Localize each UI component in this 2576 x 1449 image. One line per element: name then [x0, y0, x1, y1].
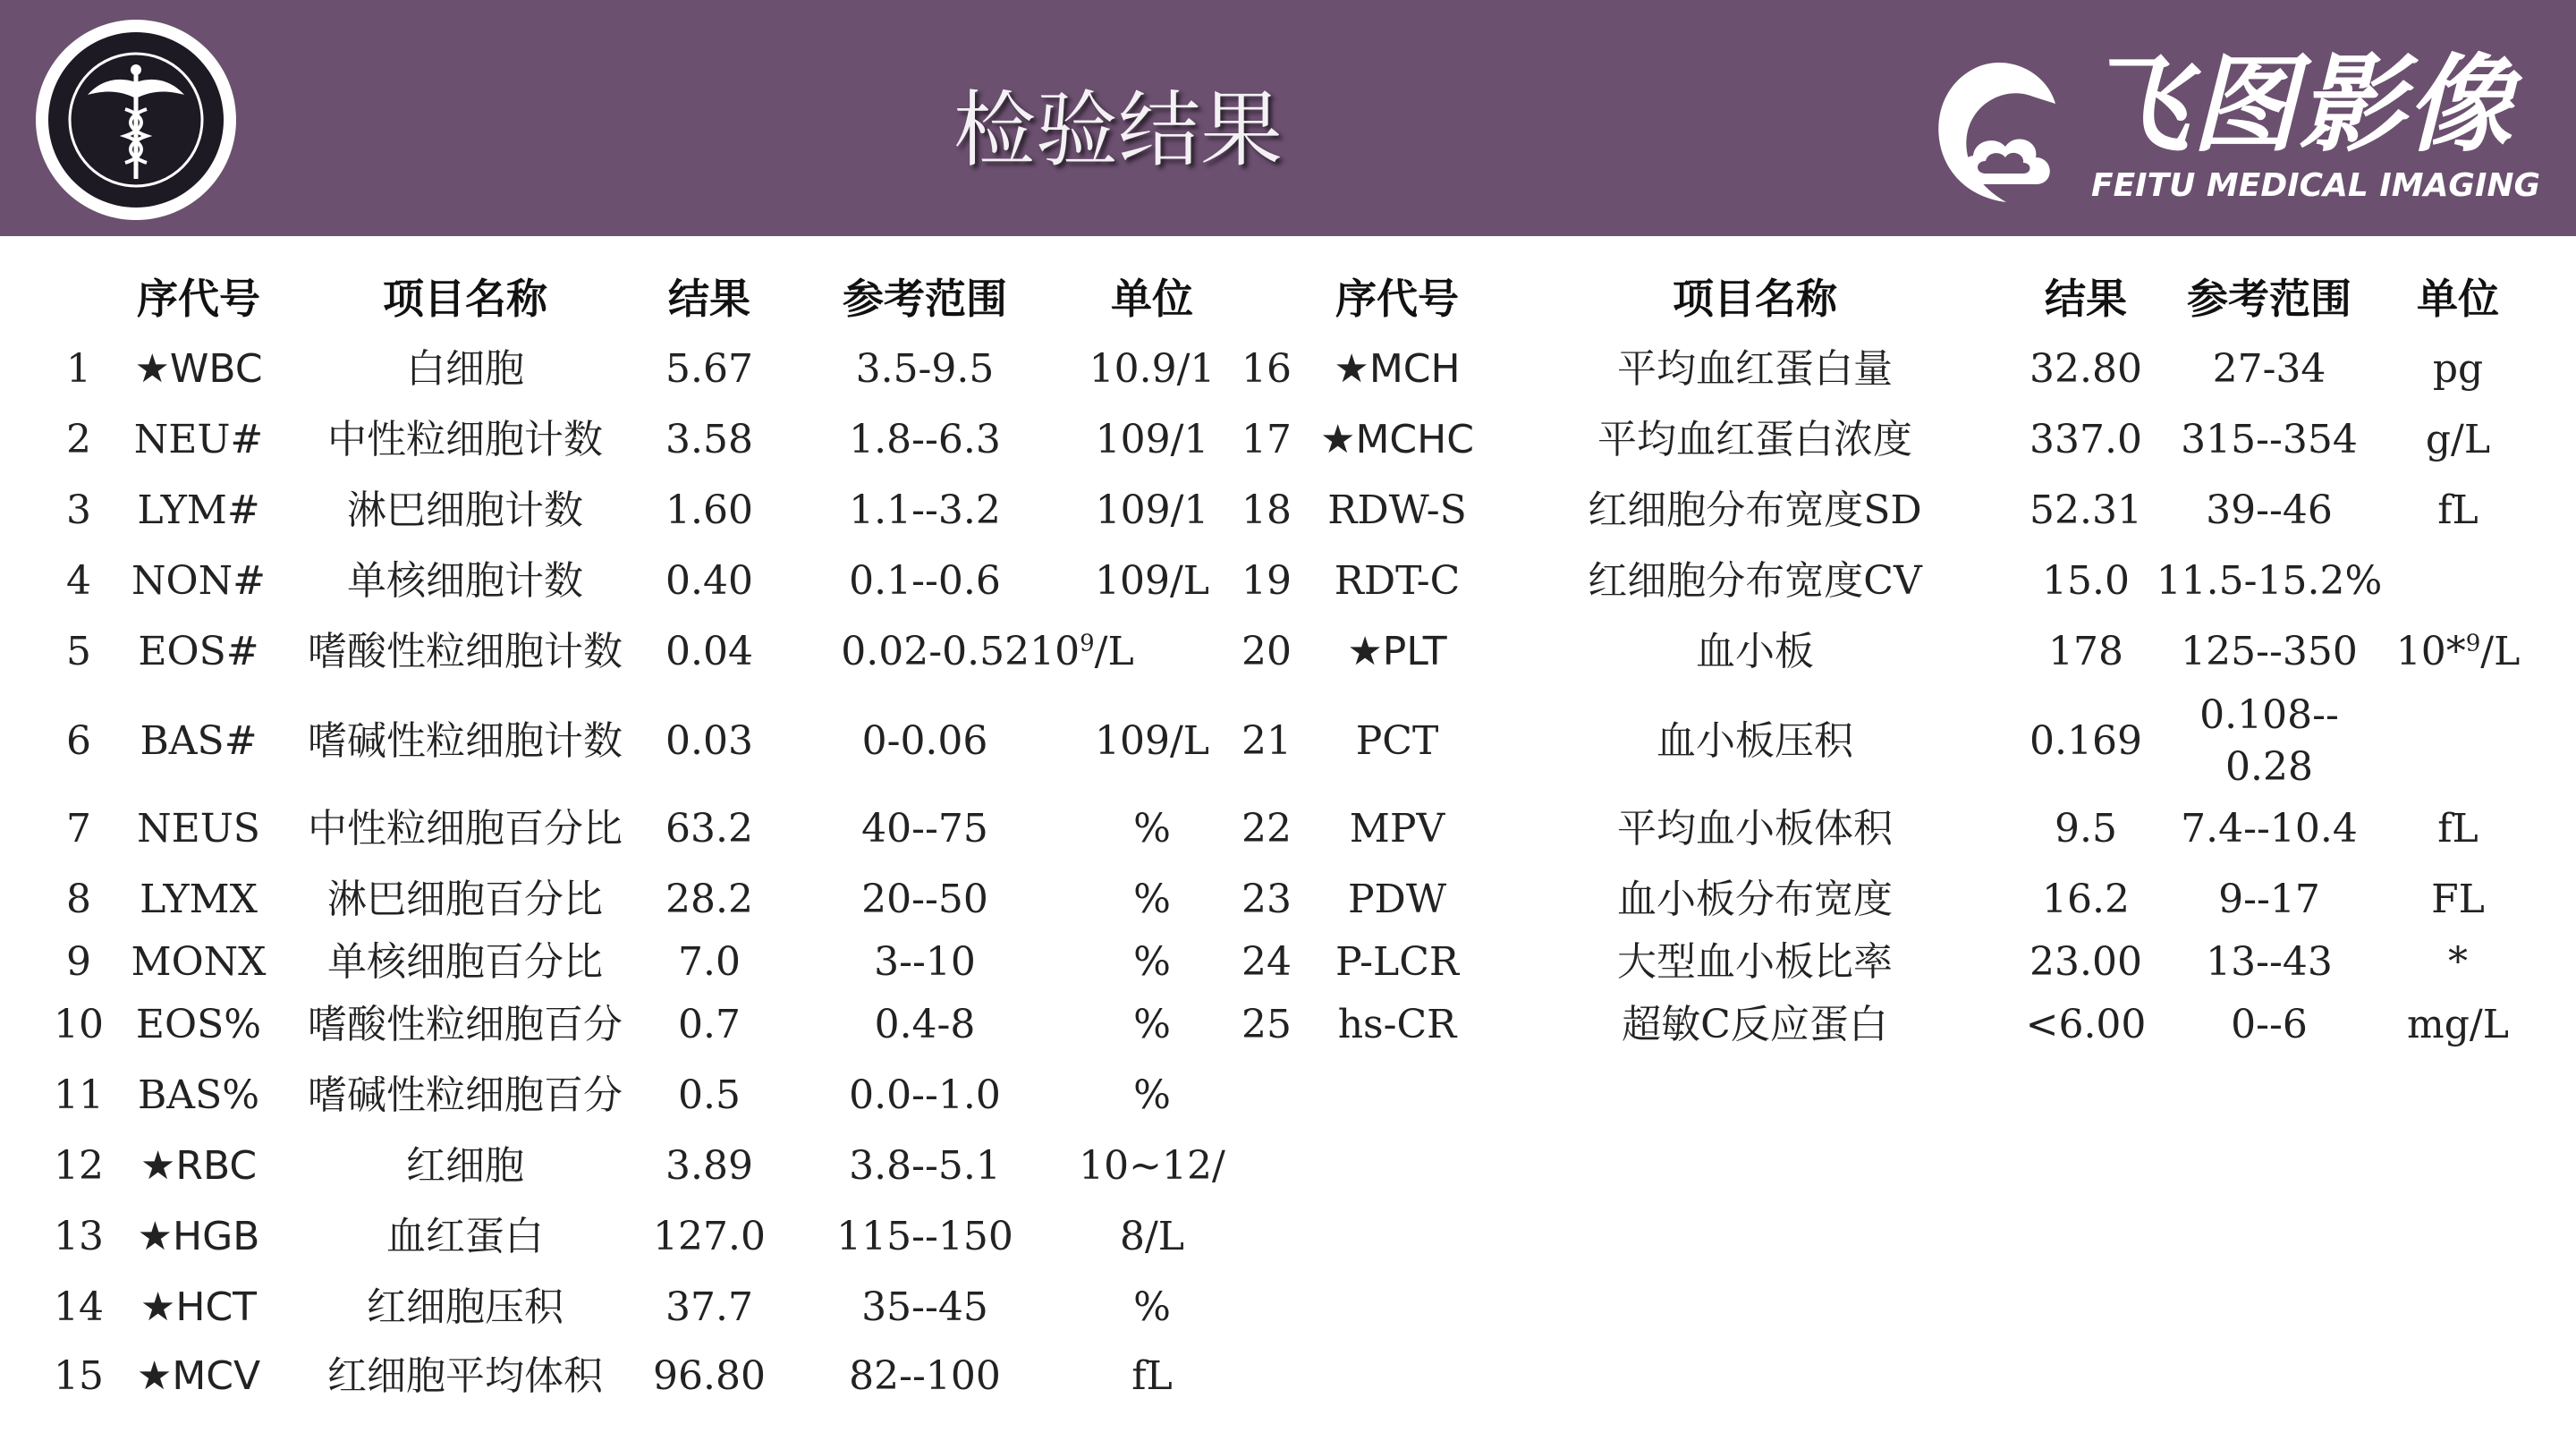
cell-result: 3.58	[665, 417, 753, 462]
cell-no: 9	[66, 939, 91, 985]
cell-range: 3.8--5.1	[849, 1143, 1001, 1189]
cell-range: 35--45	[861, 1284, 988, 1330]
cell-result: 16.2	[2042, 877, 2130, 922]
cell-result: 0.169	[2029, 718, 2142, 764]
lab-results-table	[0, 236, 2576, 1449]
cell-range: 0--6	[2231, 1002, 2308, 1047]
cell-result: 1.60	[665, 487, 753, 533]
cell-result: 15.0	[2042, 558, 2130, 604]
cell-range: 27-34	[2212, 346, 2326, 392]
column-header-result: 结果	[2045, 275, 2127, 323]
cell-no: 13	[54, 1214, 104, 1259]
cell-unit: *	[2448, 939, 2468, 985]
cell-no: 15	[54, 1353, 104, 1399]
cell-code: ★MCHC	[1320, 417, 1474, 462]
cell-code: ★WBC	[134, 346, 263, 392]
cell-unit: fL	[1131, 1353, 1173, 1399]
cell-no: 21	[1241, 718, 1292, 764]
cell-result: 0.5	[678, 1072, 741, 1118]
range-text: 0.108--	[2199, 692, 2339, 738]
cell-code: BAS#	[140, 718, 258, 764]
cell-no: 8	[66, 877, 91, 922]
cell-result: 337.0	[2029, 417, 2142, 462]
cell-name: 血红蛋白	[386, 1214, 544, 1259]
cell-range: 1.1--3.2	[849, 487, 1001, 533]
range-text-line2: 0.28	[2225, 744, 2313, 790]
cell-name: 红细胞	[406, 1143, 524, 1189]
cell-range: 3.5-9.5	[855, 346, 995, 392]
cell-no: 25	[1241, 1002, 1292, 1047]
cell-name: 淋巴细胞百分比	[327, 877, 603, 922]
cell-name: 平均血小板体积	[1617, 806, 1893, 852]
cell-no: 17	[1241, 417, 1292, 462]
cell-result: 96.80	[653, 1353, 766, 1399]
cell-code: LYM#	[137, 487, 260, 533]
cell-code: NON#	[131, 558, 266, 604]
cell-name: 血小板	[1696, 629, 1814, 674]
cell-no: 11	[54, 1072, 104, 1118]
range-exponent: 9	[1080, 630, 1095, 657]
cell-name: 红细胞平均体积	[327, 1353, 603, 1399]
cell-no: 10	[54, 1002, 104, 1047]
unit-exponent: 9	[2465, 630, 2481, 657]
cell-code: ★PLT	[1347, 629, 1447, 674]
column-header-range: 参考范围	[843, 275, 1007, 323]
cell-code: ★MCV	[136, 1353, 261, 1399]
cell-name: 嗜酸性粒细胞计数	[308, 629, 623, 674]
unit-tail: /L	[2480, 629, 2521, 674]
cell-unit: %	[1133, 877, 1171, 922]
cell-name: 平均血红蛋白量	[1617, 346, 1893, 392]
cell-unit: 109/L	[1094, 558, 1210, 604]
unit-text: 10*	[2395, 629, 2466, 674]
cell-code: hs-CR	[1337, 1002, 1457, 1047]
column-header-range: 参考范围	[2187, 275, 2351, 323]
cell-name: 中性粒细胞百分比	[308, 806, 623, 852]
feitu-cloud-logo	[1921, 50, 2082, 211]
cell-unit: FL	[2431, 877, 2485, 922]
cell-unit: %	[1133, 806, 1171, 852]
cell-code: LYMX	[140, 877, 258, 922]
cell-name: 红细胞分布宽度CV	[1588, 558, 1922, 604]
cell-code: BAS%	[137, 1072, 260, 1118]
cell-no: 18	[1241, 487, 1292, 533]
cell-unit: 109/1	[1095, 487, 1209, 533]
cell-name: 超敏C反应蛋白	[1622, 1002, 1888, 1047]
cell-no: 16	[1241, 346, 1292, 392]
cell-no: 23	[1241, 877, 1292, 922]
cell-range	[841, 626, 1133, 678]
cell-no: 19	[1241, 558, 1292, 604]
cell-no: 4	[66, 558, 91, 604]
cell-range: 1.8--6.3	[849, 417, 1001, 462]
column-header-unit: 单位	[2417, 275, 2499, 323]
cell-code: ★MCH	[1334, 346, 1461, 392]
cell-code: PDW	[1347, 877, 1447, 922]
cell-no: 1	[66, 346, 91, 392]
cell-range: 0.4-8	[874, 1002, 976, 1047]
range-text: 0.02-0.5210	[841, 629, 1080, 674]
cell-result: 0.03	[665, 718, 753, 764]
cell-no: 12	[54, 1143, 104, 1189]
cell-range: 315--354	[2181, 417, 2358, 462]
brand-english-name: FEITU MEDICAL IMAGING	[2091, 167, 2541, 204]
cell-result: 37.7	[665, 1284, 753, 1330]
cell-range: 20--50	[861, 877, 988, 922]
cell-unit: %	[1133, 1072, 1171, 1118]
cell-no: 2	[66, 417, 91, 462]
cell-result: 9.5	[2055, 806, 2117, 852]
brand-chinese-name: 飞图影像	[2084, 43, 2514, 166]
cell-unit: mg/L	[2407, 1002, 2509, 1047]
cell-name: 红细胞压积	[367, 1284, 564, 1330]
cell-result: 0.7	[678, 1002, 741, 1047]
cell-result: 178	[2048, 629, 2123, 674]
cell-code: RDW-S	[1327, 487, 1467, 533]
column-header-unit: 单位	[1111, 275, 1193, 323]
cell-name: 淋巴细胞计数	[347, 487, 583, 533]
cell-unit: pg	[2432, 346, 2484, 392]
cell-code: RDT-C	[1334, 558, 1461, 604]
cell-range: 9--17	[2218, 877, 2320, 922]
cell-unit: 109/1	[1095, 417, 1209, 462]
cell-code: NEU#	[133, 417, 264, 462]
cell-unit: 8/L	[1119, 1214, 1185, 1259]
cell-name: 白细胞	[406, 346, 524, 392]
column-header-code: 序代号	[1335, 275, 1459, 323]
cell-code: NEUS	[137, 806, 260, 852]
cell-range: 82--100	[849, 1353, 1001, 1399]
cell-unit: 109/L	[1094, 718, 1210, 764]
cell-code: MONX	[131, 939, 267, 985]
column-header-name: 项目名称	[383, 275, 547, 323]
cell-no: 6	[66, 718, 91, 764]
cell-name: 血小板分布宽度	[1617, 877, 1893, 922]
cell-range: 7.4--10.4	[2181, 806, 2358, 852]
cell-code: EOS#	[138, 629, 259, 674]
cell-no: 3	[66, 487, 91, 533]
cell-unit: %	[1133, 1002, 1171, 1047]
cell-unit: g/L	[2425, 417, 2491, 462]
cell-unit	[2396, 626, 2521, 678]
cell-no: 7	[66, 806, 91, 852]
cell-range: 0-0.06	[861, 718, 988, 764]
cell-name: 嗜碱性粒细胞计数	[308, 718, 623, 764]
column-header-code: 序代号	[137, 275, 260, 323]
cell-result: 32.80	[2029, 346, 2142, 392]
cell-code: ★RBC	[140, 1143, 258, 1189]
cell-range: 13--43	[2206, 939, 2333, 985]
cell-code: PCT	[1355, 718, 1439, 764]
column-header-name: 项目名称	[1673, 275, 1837, 323]
cell-result: 127.0	[653, 1214, 766, 1259]
cell-no: 22	[1241, 806, 1292, 852]
cell-name: 中性粒细胞计数	[327, 417, 603, 462]
cell-no: 5	[66, 629, 91, 674]
cell-name: 平均血红蛋白浓度	[1597, 417, 1912, 462]
cell-range	[2199, 690, 2339, 793]
range-unit-tail: /L	[1094, 629, 1134, 674]
cell-name: 嗜碱性粒细胞百分	[308, 1072, 623, 1118]
cell-name: 大型血小板比率	[1617, 939, 1893, 985]
cell-name: 血小板压积	[1657, 718, 1853, 764]
cell-range: 3--10	[874, 939, 976, 985]
cell-result: 0.04	[665, 629, 753, 674]
column-header-result: 结果	[668, 275, 750, 323]
cell-unit: fL	[2437, 487, 2479, 533]
cell-name: 红细胞分布宽度SD	[1588, 487, 1922, 533]
cell-result: 7.0	[678, 939, 741, 985]
cell-name: 单核细胞计数	[347, 558, 583, 604]
cell-range: 0.0--1.0	[849, 1072, 1001, 1118]
cell-unit: %	[1133, 939, 1171, 985]
cell-range: 115--150	[836, 1214, 1013, 1259]
cell-range: 0.1--0.6	[849, 558, 1001, 604]
cell-no: 20	[1241, 629, 1292, 674]
cell-result: 0.40	[665, 558, 753, 604]
cell-unit: 10~12/	[1079, 1143, 1225, 1189]
cell-range: 11.5-15.2%	[2156, 558, 2383, 604]
cell-result: 23.00	[2029, 939, 2142, 985]
cell-name: 嗜酸性粒细胞百分	[308, 1002, 623, 1047]
cell-name: 单核细胞百分比	[327, 939, 603, 985]
cell-result: <6.00	[2025, 1002, 2147, 1047]
cell-range: 125--350	[2181, 629, 2358, 674]
cell-result: 3.89	[665, 1143, 753, 1189]
cell-result: 28.2	[665, 877, 753, 922]
cell-result: 52.31	[2029, 487, 2142, 533]
cell-range: 39--46	[2206, 487, 2333, 533]
page-title: 检验结果	[953, 82, 1283, 178]
cell-code: ★HGB	[137, 1214, 260, 1259]
cell-result: 63.2	[665, 806, 753, 852]
cell-code: ★HCT	[140, 1284, 258, 1330]
cell-code: P-LCR	[1335, 939, 1460, 985]
association-seal-logo	[36, 20, 236, 220]
cell-result: 5.67	[665, 346, 753, 392]
cell-unit: %	[1133, 1284, 1171, 1330]
header-banner	[0, 0, 2576, 236]
cell-no: 14	[54, 1284, 104, 1330]
cell-unit: 10.9/1	[1089, 346, 1216, 392]
cell-unit: fL	[2437, 806, 2479, 852]
cell-code: MPV	[1349, 806, 1445, 852]
cell-range: 40--75	[861, 806, 988, 852]
cell-no: 24	[1241, 939, 1292, 985]
cell-code: EOS%	[135, 1002, 262, 1047]
